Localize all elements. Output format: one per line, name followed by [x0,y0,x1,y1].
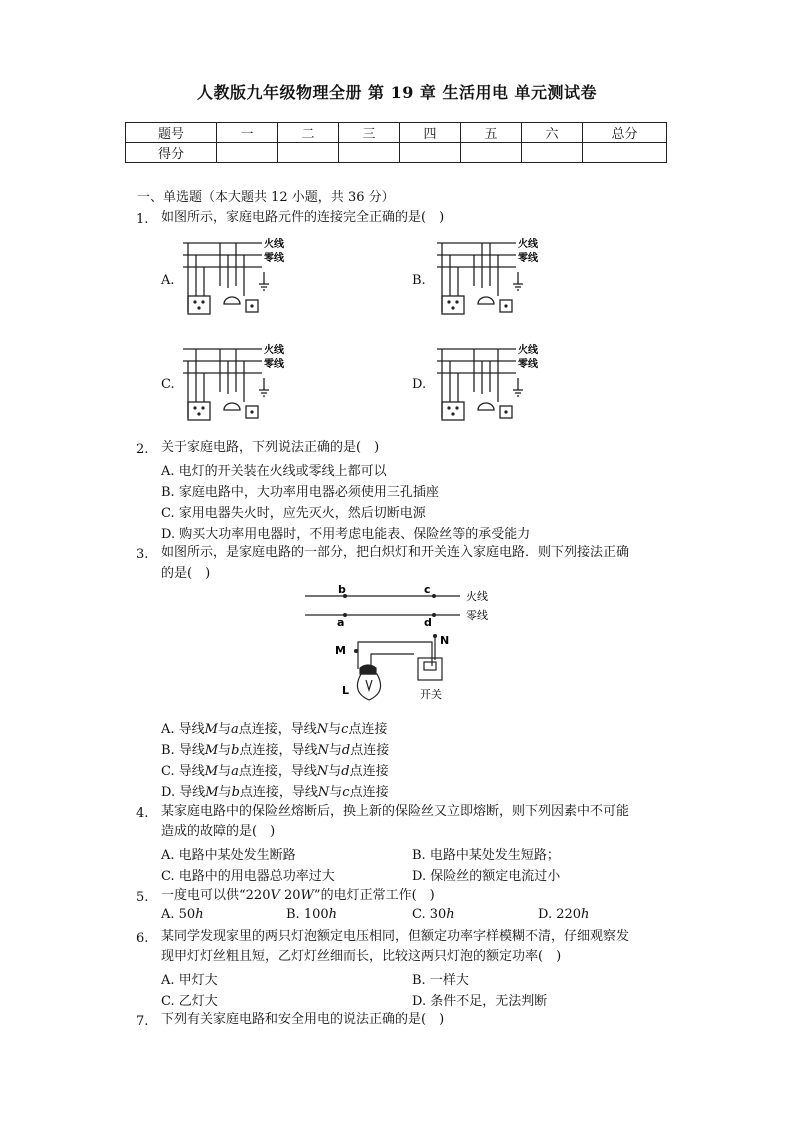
option-a: A. 电灯的开关装在火线或零线上都可以 [161,464,387,479]
point-a-label: a [337,616,345,629]
option-d: D. 220h [538,907,590,922]
point-b-label: b [338,583,346,596]
option-d: D. 保险丝的额定电流过小 [412,869,561,884]
option-d: D. 导线M与b点连接，导线N与c点连接 [161,785,389,800]
score-table [125,122,667,163]
circuit-diagram-d [434,342,538,426]
zero-wire-label: 零线 [518,359,538,370]
question-number: 4. [136,806,149,821]
question-number: 6. [136,931,149,946]
score-cell[interactable] [339,143,400,163]
option-a: A. 导线M与a点连接，导线N与c点连接 [161,722,388,737]
option-b: B. 电路中某处发生短路； [412,848,560,863]
option-b: B. 家庭电路中，大功率用电器必须使用三孔插座 [161,485,439,500]
question-text: 某同学发现家里的两只灯泡额定电压相同，但额定功率字样模糊不清，仔细观察发 [161,929,630,944]
wire-m-label: M [335,644,346,657]
question-number: 7. [136,1014,149,1029]
option-label: C. [161,377,175,392]
table-cell: 一 [217,123,278,143]
option-d: D. 条件不足，无法判断 [412,994,548,1009]
option-c: C. 家用电器失火时，应先灭火，然后切断电源 [161,506,426,521]
question-text: 如图所示，家庭电路元件的连接完全正确的是( ) [161,210,445,225]
question-text: 的是( ) [161,566,211,581]
question-text: 现甲灯灯丝粗且短，乙灯灯丝细而长，比较这两只灯泡的额定功率( ) [161,949,562,964]
table-cell: 得分 [126,143,217,163]
option-c: C. 导线M与a点连接，导线N与d点连接 [161,764,389,779]
score-cell[interactable] [583,143,667,163]
circuit-diagram-a [180,236,284,320]
option-b: B. 导线M与b点连接，导线N与d点连接 [161,743,390,758]
question-text: 关于家庭电路，下列说法正确的是( ) [161,440,380,455]
zero-wire-label: 零线 [466,609,488,622]
score-cell[interactable] [400,143,461,163]
option-label: D. [412,377,427,392]
option-c: C. 乙灯大 [161,994,218,1009]
score-cell[interactable] [461,143,522,163]
question-text: 下列有关家庭电路和安全用电的说法正确的是( ) [161,1012,445,1027]
option-a: A. 电路中某处发生断路 [161,848,296,863]
zero-wire-label: 零线 [264,359,284,370]
fire-wire-label: 火线 [518,345,538,356]
question-text: 一度电可以供“220V 20W”的电灯正常工作( ) [161,888,435,903]
score-table-header-row [126,123,667,143]
option-label: B. [412,273,426,288]
question-text: 造成的故障的是( ) [161,824,276,839]
circuit-diagram-b [434,236,538,320]
zero-wire-label: 零线 [264,253,284,264]
table-cell: 总分 [583,123,667,143]
fire-wire-label: 火线 [518,239,538,250]
table-cell: 四 [400,123,461,143]
page-title: 人教版九年级物理全册 第 19 章 生活用电 单元测试卷 [196,83,598,102]
point-d-label: d [424,616,432,629]
option-b: B. 100h [286,907,338,922]
option-a: A. 甲灯大 [161,973,218,988]
option-b: B. 一样大 [412,973,469,988]
question-text: 如图所示，是家庭电路的一部分，把白炽灯和开关连入家庭电路．则下列接法正确 [161,545,630,560]
circuit-diagram-c [180,342,284,426]
zero-wire-label: 零线 [518,253,538,264]
option-d: D. 购买大功率用电器时，不用考虑电能表、保险丝等的承受能力 [161,527,531,542]
question-number: 1. [136,212,149,227]
table-cell: 六 [522,123,583,143]
option-a: A. 50h [161,907,204,922]
question-number: 3. [136,547,149,562]
fire-wire-label: 火线 [466,590,488,603]
question-number: 5. [136,890,149,905]
table-cell: 题号 [126,123,217,143]
point-c-label: c [424,583,431,596]
score-cell[interactable] [217,143,278,163]
wire-n-label: N [440,634,450,647]
option-label: A. [161,273,175,288]
question-text: 某家庭电路中的保险丝熔断后，换上新的保险丝又立即熔断，则下列因素中不可能 [161,804,630,819]
table-cell: 三 [339,123,400,143]
table-cell: 五 [461,123,522,143]
fire-wire-label: 火线 [264,239,284,250]
lamp-switch-diagram [300,582,500,706]
option-c: C. 30h [412,907,455,922]
option-c: C. 电路中的用电器总功率过大 [161,869,335,884]
switch-label: 开关 [420,688,442,701]
score-cell[interactable] [522,143,583,163]
question-number: 2. [136,442,149,457]
section-heading: 一、单选题（本大题共 12 小题，共 36 分） [137,190,395,205]
score-cell[interactable] [278,143,339,163]
table-cell: 二 [278,123,339,143]
fire-wire-label: 火线 [264,345,284,356]
score-table-score-row [126,143,667,163]
lamp-l-label: L [342,684,350,697]
